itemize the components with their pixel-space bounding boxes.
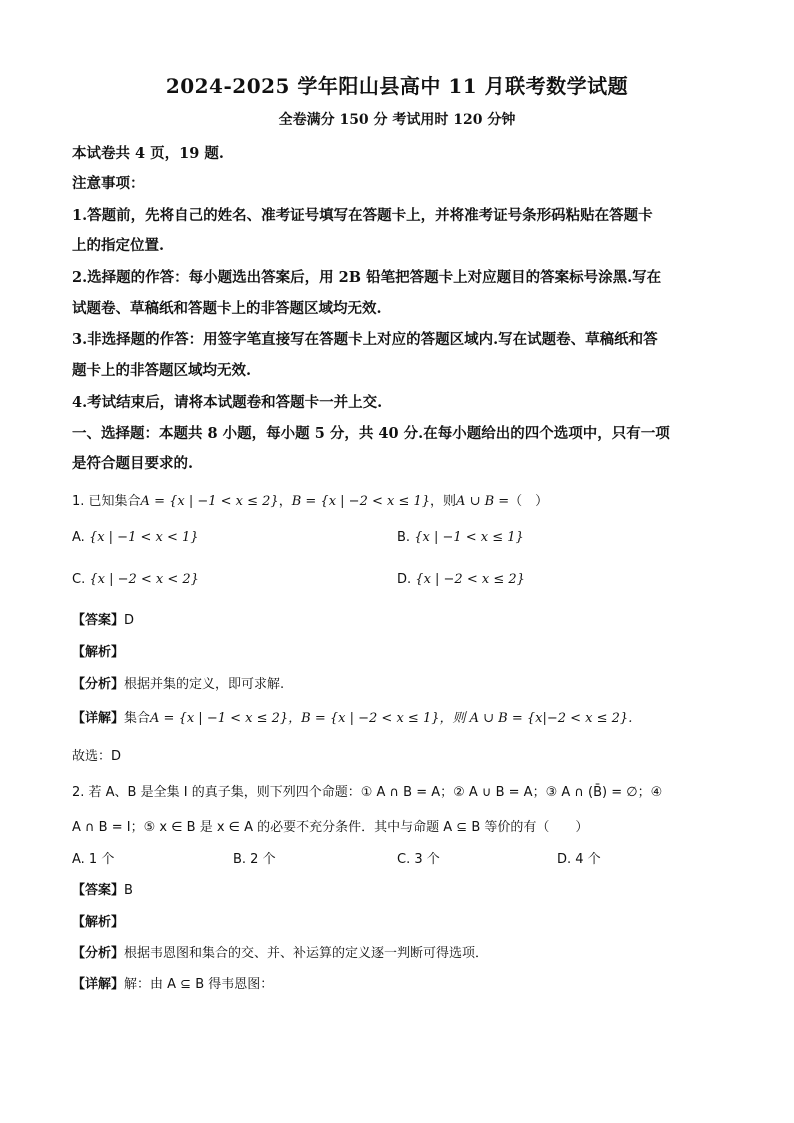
section-1-line-2: 是符合题目要求的. xyxy=(72,455,194,472)
question-1-analysis-tag xyxy=(72,641,124,660)
notice-heading: 注意事项： xyxy=(72,175,145,192)
xiangjie-math: A = {x | −1 < x ≤ 2}，B = {x | −2 < x ≤ 1}，则 A ∪ B = {x|−2 < x ≤ 2}. xyxy=(150,711,633,726)
question-1-sep: ， xyxy=(278,494,292,509)
question-2-option-d: D. 4 个 xyxy=(557,852,601,867)
question-2-option-a: A. 1 个 xyxy=(72,852,115,867)
exam-title: 2024-2025 学年阳山县高中 11 月联考数学试题 xyxy=(165,74,629,98)
question-2-answer xyxy=(72,879,133,898)
question-1-conclusion: 故选：D xyxy=(72,749,122,764)
question-2-option-c: C. 3 个 xyxy=(397,852,440,867)
option-a-label: A. xyxy=(72,530,85,545)
question-1-prefix: 1. 已知集合 xyxy=(72,494,141,509)
question-2-xiangjie xyxy=(72,973,273,992)
analysis-tag: 【解析】 xyxy=(72,645,125,660)
xiangjie-text: 解：由 A ⊆ B 得韦恩图： xyxy=(124,977,274,992)
option-d-value: {x | −2 < x ≤ 2} xyxy=(415,572,525,587)
question-1-set-a: A = {x | −1 < x ≤ 2} xyxy=(140,494,279,509)
option-a-value: {x | −1 < x < 1} xyxy=(88,530,199,545)
option-b-label: B. xyxy=(397,530,411,545)
question-1-bracket: （ ） xyxy=(509,494,549,509)
option-b-value: {x | −1 < x ≤ 1} xyxy=(414,530,524,545)
fenxi-text: 根据并集的定义，即可求解. xyxy=(124,677,285,692)
exam-subtitle: 全卷满分 150 分 考试用时 120 分钟 xyxy=(278,112,516,128)
question-2-line-2: A ∩ B = I；⑤ x ∈ B 是 x ∈ A 的必要不充分条件．其中与命题 A ⊆ B 等价的有（ ） xyxy=(72,820,589,835)
question-1-stem xyxy=(72,490,548,509)
fenxi-tag: 【分析】 xyxy=(72,677,125,692)
answer-value: D xyxy=(124,613,135,628)
intro-text: 本试卷共 4 页，19 题. xyxy=(72,145,224,162)
answer-value: B xyxy=(124,883,133,898)
question-2-line-1: 2. 若 A、B 是全集 I 的真子集，则下列四个命题：① A ∩ B = A；② A ∪ B = A；③ A ∩ (B̄) = ∅；④ xyxy=(72,785,663,800)
analysis-tag: 【解析】 xyxy=(72,915,125,930)
option-c-value: {x | −2 < x < 2} xyxy=(89,572,199,587)
option-d-label: D. xyxy=(397,572,412,587)
question-1-answer xyxy=(72,609,134,628)
question-1-set-b: B = {x | −2 < x ≤ 1} xyxy=(291,494,431,509)
fenxi-text: 根据韦恩图和集合的交、并、补运算的定义逐一判断可得选项． xyxy=(124,946,489,961)
question-1-mid: ，则 xyxy=(430,494,457,509)
question-2-fenxi xyxy=(72,942,488,961)
notice-item-1-line-1: 1.答题前，先将自己的姓名、准考证号填写在答题卡上，并将准考证号条形码粘贴在答题卡 xyxy=(72,207,653,224)
question-1-xiangjie xyxy=(72,707,632,726)
question-1-union: A ∪ B = xyxy=(456,494,510,509)
notice-item-3-line-2: 题卡上的非答题区域均无效. xyxy=(72,362,252,379)
question-2-option-b: B. 2 个 xyxy=(233,852,276,867)
question-1-fenxi xyxy=(72,673,284,692)
question-1-option-c xyxy=(72,572,199,587)
notice-item-2-line-2: 试题卷、草稿纸和答题卡上的非答题区域均无效. xyxy=(72,300,382,317)
question-2-analysis-tag xyxy=(72,911,124,930)
xiangjie-tag: 【详解】 xyxy=(72,711,125,726)
notice-item-4: 4.考试结束后，请将本试题卷和答题卡一并上交. xyxy=(72,394,383,411)
question-1-option-b xyxy=(397,530,524,545)
section-1-line-1: 一、选择题：本题共 8 小题，每小题 5 分，共 40 分.在每小题给出的四个选项中，只有一项 xyxy=(72,425,670,442)
answer-tag: 【答案】 xyxy=(72,613,125,628)
xiangjie-prefix: 集合 xyxy=(124,711,151,726)
xiangjie-tag: 【详解】 xyxy=(72,977,125,992)
question-1-option-d xyxy=(397,572,525,587)
question-1-option-a xyxy=(72,530,199,545)
fenxi-tag: 【分析】 xyxy=(72,946,125,961)
notice-item-2-line-1: 2.选择题的作答：每小题选出答案后，用 2B 铅笔把答题卡上对应题目的答案标号涂黑.写在 xyxy=(72,269,662,286)
answer-tag: 【答案】 xyxy=(72,883,125,898)
notice-item-1-line-2: 上的指定位置. xyxy=(72,237,165,254)
option-c-label: C. xyxy=(72,572,86,587)
notice-item-3-line-1: 3.非选择题的作答：用签字笔直接写在答题卡上对应的答题区域内.写在试题卷、草稿纸和答 xyxy=(72,331,658,348)
